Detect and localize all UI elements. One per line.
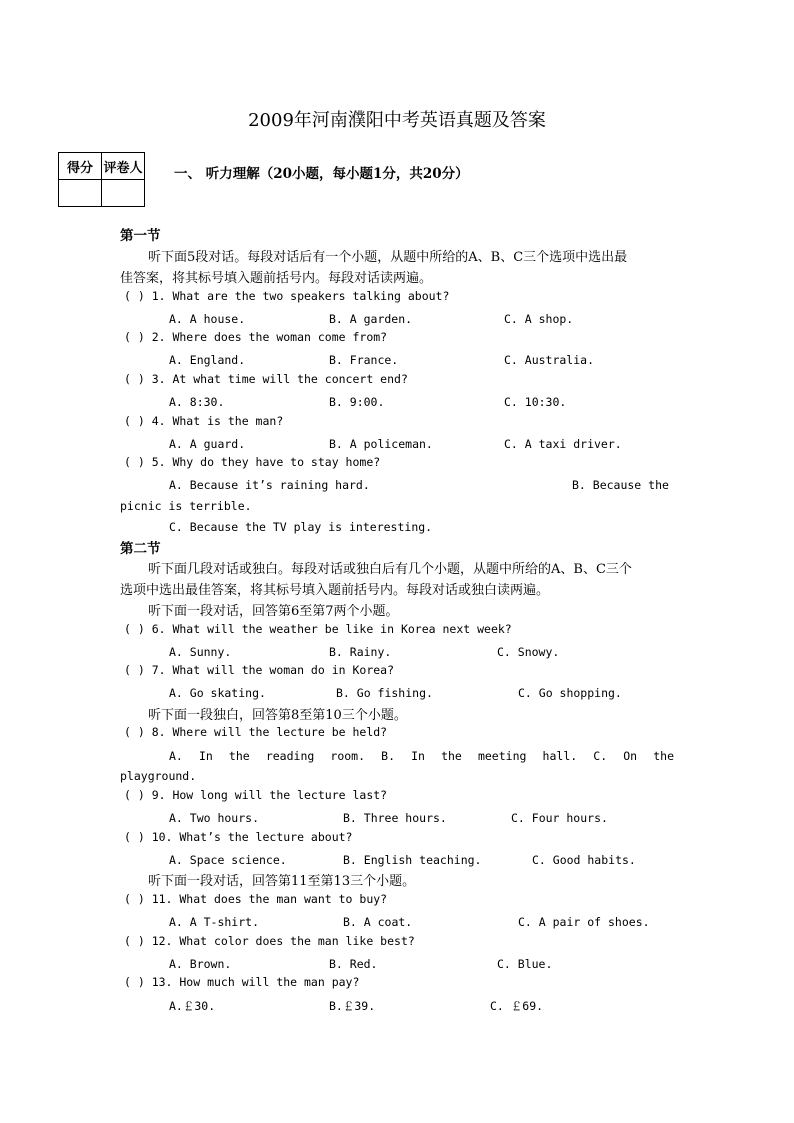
question-2-option-b: B. France. [329, 353, 399, 367]
question-11-stem: ( ) 11. What does the man want to buy? [124, 892, 388, 906]
section2-subinstruction-1: 听下面一段对话，回答第6至第7两个小题。 [148, 604, 399, 619]
reviewer-cell [102, 180, 145, 207]
question-6-stem: ( ) 6. What will the weather be like in Korea next week? [124, 622, 512, 636]
question-12-option-a: A. Brown. [169, 957, 232, 971]
question-6-option-c: C. Snowy. [497, 645, 560, 659]
question-3-stem: ( ) 3. At what time will the concert end? [124, 372, 408, 386]
section1-instruction-line2: 佳答案，将其标号填入题前括号内。每段对话读两遍。 [120, 271, 433, 286]
question-1-stem: ( ) 1. What are the two speakers talking about? [124, 289, 450, 303]
question-2-stem: ( ) 2. Where does the woman come from? [124, 330, 388, 344]
question-9-option-c: C. Four hours. [511, 811, 608, 825]
question-11-option-c: C. A pair of shoes. [518, 915, 650, 929]
reviewer-header: 评卷人 [102, 153, 145, 180]
question-8-option-c-continued: playground. [120, 769, 197, 783]
question-7-option-c: C. Go shopping. [518, 686, 622, 700]
question-5-option-c: C. Because the TV play is interesting. [169, 520, 433, 534]
question-3-option-b: B. 9:00. [329, 395, 385, 409]
question-11-option-a: A. A T-shirt. [169, 915, 260, 929]
question-10-option-a: A. Space science. [169, 853, 287, 867]
page-title: 2009年河南濮阳中考英语真题及答案 [248, 110, 546, 131]
section1-heading: 第一节 [120, 228, 161, 244]
question-13-option-b: B.￡39. [329, 999, 376, 1013]
question-4-option-b: B. A policeman. [329, 437, 433, 451]
question-9-option-b: B. Three hours. [343, 811, 447, 825]
question-5-option-a: A. Because it’s raining hard. [169, 478, 370, 492]
question-4-stem: ( ) 4. What is the man? [124, 414, 284, 428]
question-6-option-a: A. Sunny. [169, 645, 232, 659]
question-5-stem: ( ) 5. Why do they have to stay home? [124, 455, 381, 469]
question-7-option-b: B. Go fishing. [336, 686, 433, 700]
question-8-stem: ( ) 8. Where will the lecture be held? [124, 725, 388, 739]
question-7-stem: ( ) 7. What will the woman do in Korea? [124, 663, 395, 677]
question-13-stem: ( ) 13. How much will the man pay? [124, 975, 360, 989]
question-1-option-c: C. A shop. [504, 312, 574, 326]
section1-instruction-line1: 听下面5段对话。每段对话后有一个小题，从题中所给的A、B、C三个选项中选出最 [148, 250, 628, 265]
question-3-option-a: A. 8:30. [169, 395, 225, 409]
score-cell [59, 180, 102, 207]
question-1-option-b: B. A garden. [329, 312, 413, 326]
question-9-stem: ( ) 9. How long will the lecture last? [124, 788, 388, 802]
question-2-option-a: A. England. [169, 353, 246, 367]
question-10-option-b: B. English teaching. [343, 853, 482, 867]
question-12-option-b: B. Red. [329, 957, 378, 971]
question-13-option-c: C. ￡69. [490, 999, 544, 1013]
question-6-option-b: B. Rainy. [329, 645, 392, 659]
question-7-option-a: A. Go skating. [169, 686, 266, 700]
question-4-option-a: A. A guard. [169, 437, 246, 451]
question-8-options: A. In the reading room. B. In the meeting hall. C. On the [169, 749, 674, 763]
question-9-option-a: A. Two hours. [169, 811, 260, 825]
question-10-stem: ( ) 10. What’s the lecture about? [124, 830, 353, 844]
question-11-option-b: B. A coat. [343, 915, 413, 929]
question-13-option-a: A.￡30. [169, 999, 216, 1013]
score-table [58, 152, 145, 207]
section2-subinstruction-2: 听下面一段独白，回答第8至第10三个小题。 [148, 708, 407, 723]
question-12-stem: ( ) 12. What color does the man like best? [124, 934, 415, 948]
question-10-option-c: C. Good habits. [532, 853, 636, 867]
section2-subinstruction-3: 听下面一段对话，回答第11至第13三个小题。 [148, 874, 416, 889]
question-5-option-b-continued: picnic is terrible. [120, 499, 252, 513]
part1-title: 一、 听力理解（20小题，每小题1分，共20分） [174, 166, 469, 182]
question-5-option-b: B. Because the [572, 478, 669, 492]
question-4-option-c: C. A taxi driver. [504, 437, 622, 451]
question-2-option-c: C. Australia. [504, 353, 595, 367]
question-3-option-c: C. 10:30. [504, 395, 567, 409]
section2-instruction-line2: 选项中选出最佳答案，将其标号填入题前括号内。每段对话或独白读两遍。 [120, 583, 550, 598]
question-1-option-a: A. A house. [169, 312, 246, 326]
score-header: 得分 [59, 153, 102, 180]
section2-heading: 第二节 [120, 541, 161, 557]
section2-instruction-line1: 听下面几段对话或独白。每段对话或独白后有几个小题，从题中所给的A、B、C三个 [148, 562, 632, 577]
question-12-option-c: C. Blue. [497, 957, 553, 971]
